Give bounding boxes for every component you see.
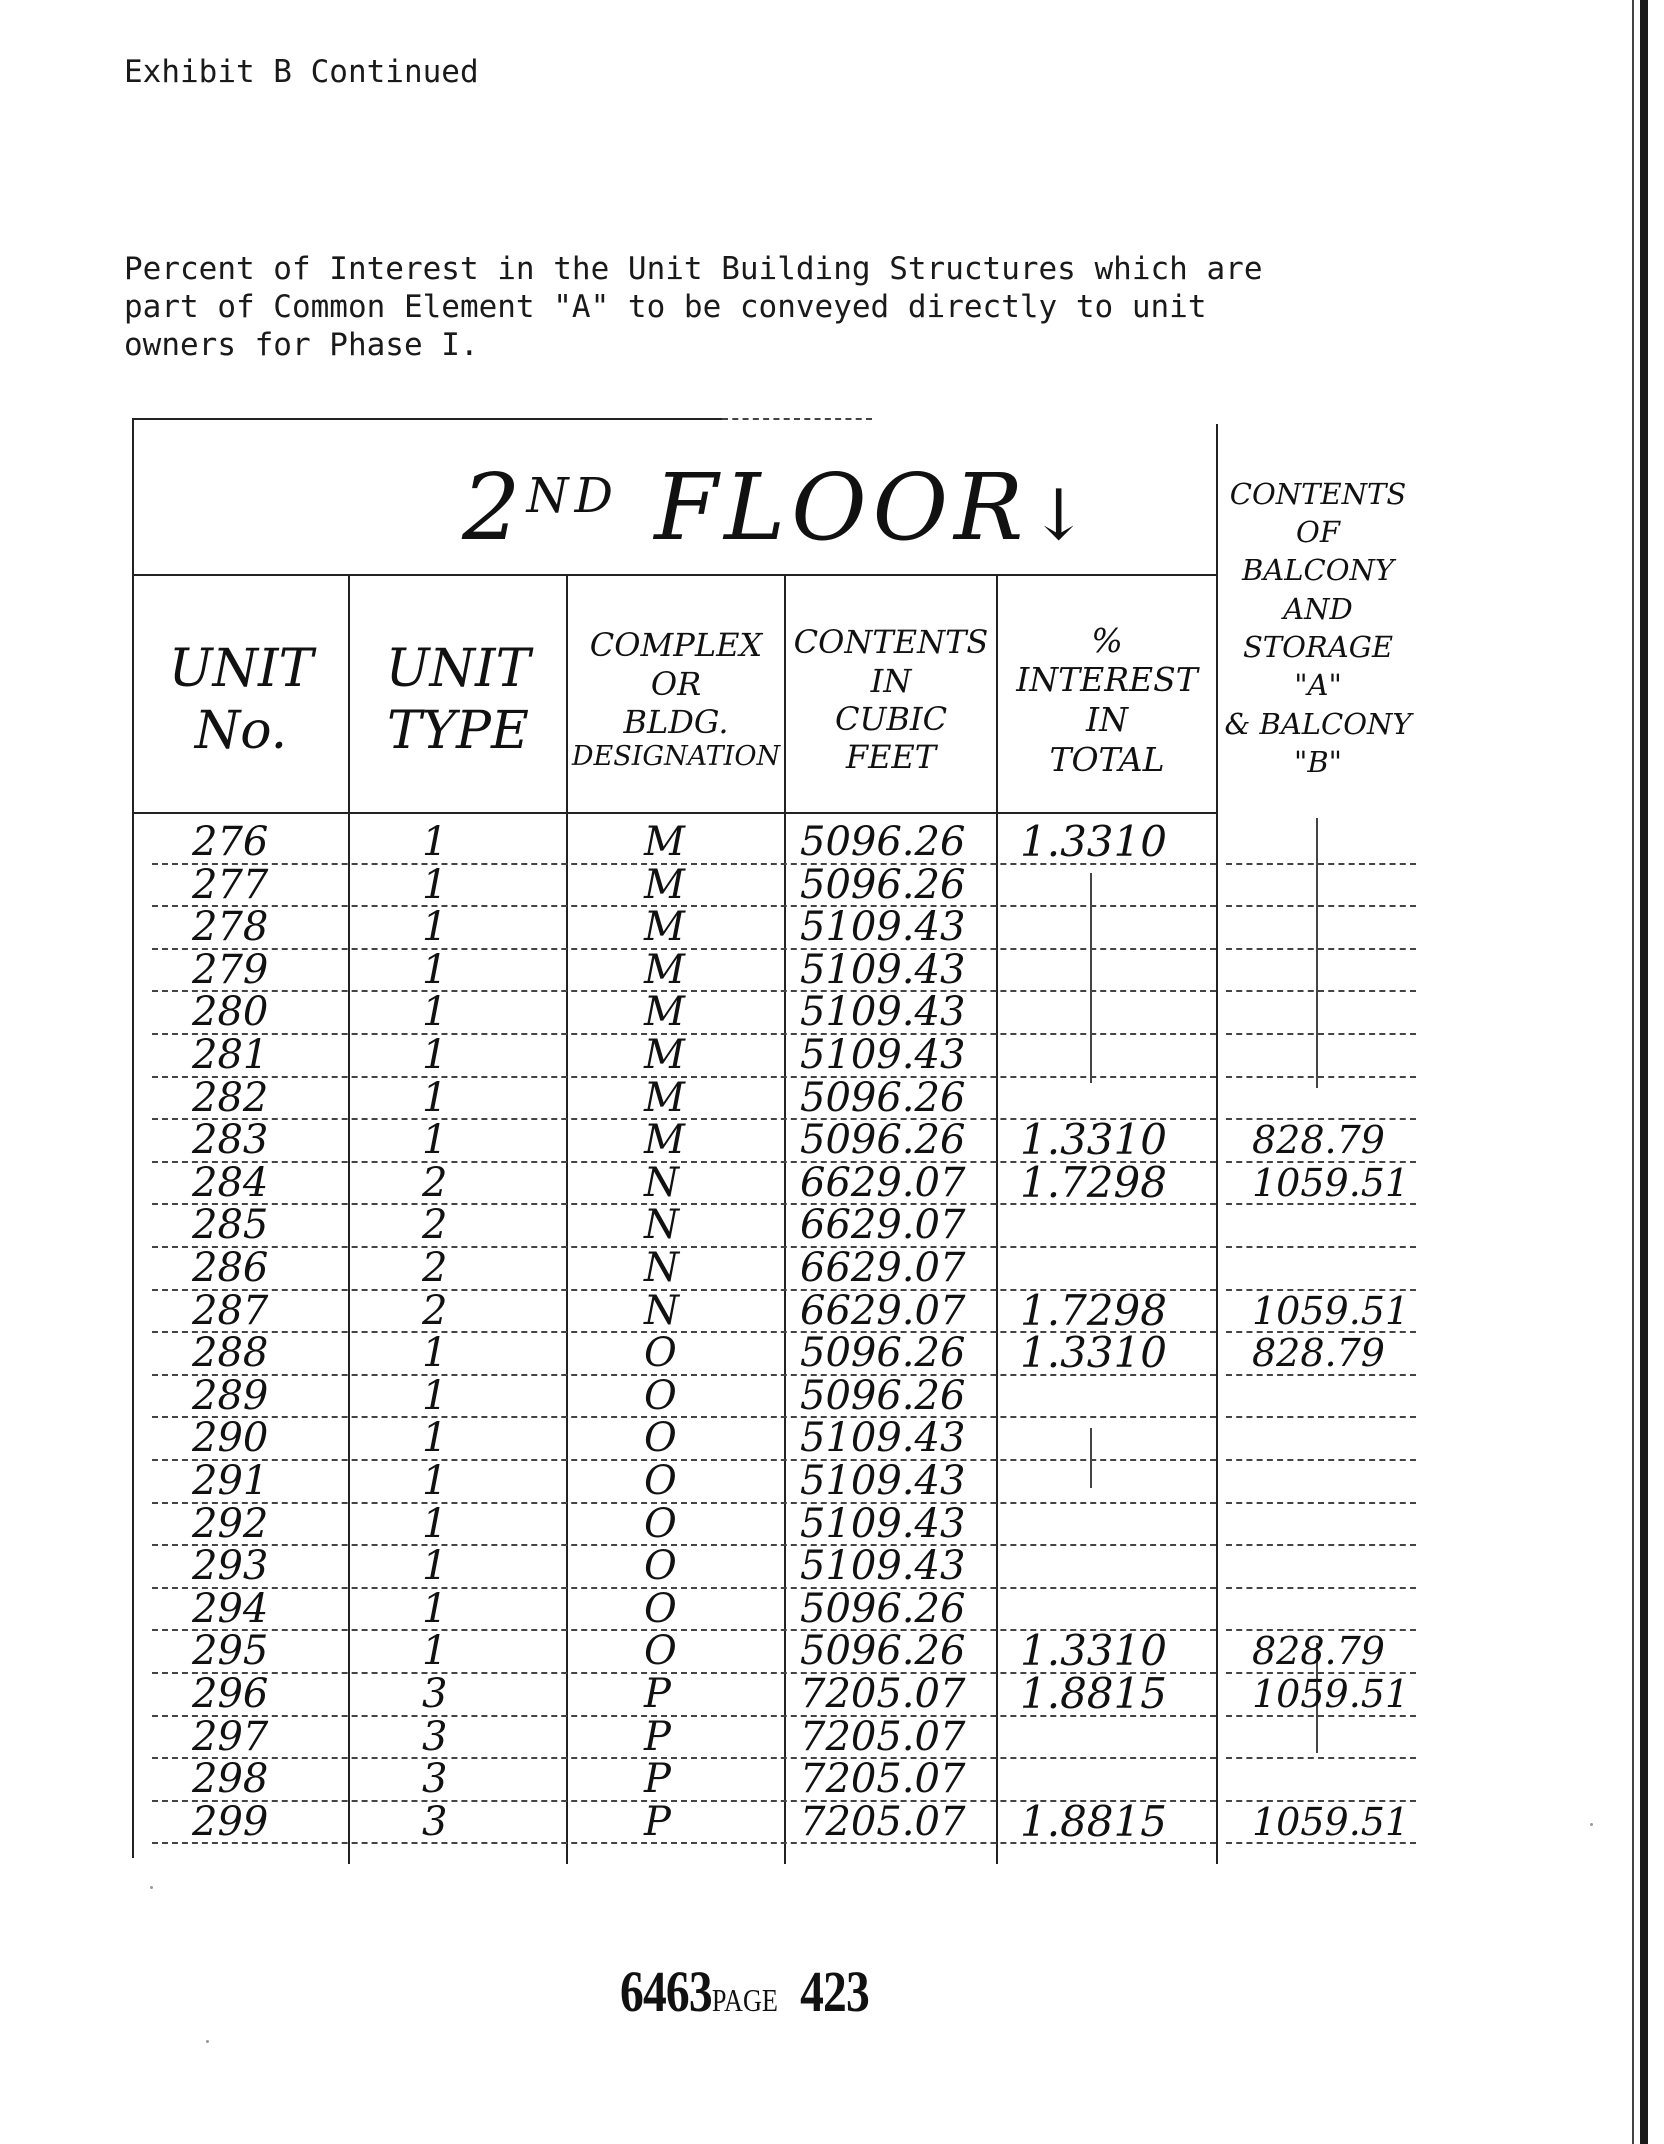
cubic-feet: 7205.07 <box>800 1713 966 1760</box>
unit-number: 278 <box>192 904 269 951</box>
bldg-designation: O <box>644 1500 677 1547</box>
row-underline <box>1226 1757 1416 1759</box>
scan-edge-border <box>1640 0 1648 2144</box>
cubic-feet: 5096.26 <box>800 1585 966 1632</box>
unit-type: 1 <box>422 904 448 951</box>
table-top-border-dashed <box>722 418 872 420</box>
row-underline <box>1226 1374 1416 1376</box>
row-underline <box>1226 1544 1416 1546</box>
row-underline <box>152 1715 1216 1717</box>
bldg-designation: M <box>644 904 685 951</box>
row-underline <box>152 1374 1216 1376</box>
pct-interest: 1.8815 <box>1020 1669 1167 1718</box>
unit-number: 292 <box>192 1500 269 1547</box>
unit-type: 1 <box>422 946 448 993</box>
row-underline <box>152 1544 1216 1546</box>
bldg-designation: M <box>644 1032 685 1078</box>
bldg-designation: P <box>644 1798 671 1845</box>
header-balcony: CONTENTS OF BALCONY AND STORAGE "A" & BALCONY "B" <box>1224 476 1412 779</box>
balcony-contents: 1059.51 <box>1252 1672 1410 1716</box>
row-underline <box>1226 863 1416 865</box>
row-underline <box>152 1842 1216 1844</box>
header-unit-type: UNIT TYPE <box>385 638 531 761</box>
unit-number: 299 <box>192 1798 269 1845</box>
unit-number: 277 <box>192 861 269 908</box>
unit-number: 295 <box>192 1628 269 1675</box>
header-cubic-feet: CONTENTS IN CUBIC FEET <box>793 623 989 777</box>
bldg-designation: N <box>644 1159 679 1206</box>
unit-number: 297 <box>192 1713 269 1760</box>
intro-line: Percent of Interest in the Unit Building Structures which are <box>124 251 1263 287</box>
unit-type: 2 <box>422 1245 448 1291</box>
intro-line: owners for Phase I. <box>124 327 479 363</box>
bldg-designation: M <box>644 1117 685 1164</box>
bldg-designation: N <box>644 1287 679 1334</box>
header-bottom-border <box>132 812 1216 814</box>
cubic-feet: 5109.43 <box>800 989 966 1036</box>
ditto-line <box>1090 1428 1092 1488</box>
unit-type: 1 <box>422 1415 448 1462</box>
cubic-feet: 5096.26 <box>800 1074 966 1121</box>
cubic-feet: 5109.43 <box>800 1500 966 1547</box>
unit-number: 290 <box>192 1415 269 1462</box>
unit-number: 289 <box>192 1372 269 1419</box>
unit-type: 3 <box>422 1798 448 1845</box>
cubic-feet: 7205.07 <box>800 1798 966 1845</box>
cubic-feet: 5096.26 <box>800 1330 966 1377</box>
bldg-designation: M <box>644 819 685 865</box>
row-underline <box>1226 1033 1416 1035</box>
unit-number: 282 <box>192 1074 269 1121</box>
cubic-feet: 6629.07 <box>800 1245 966 1291</box>
cubic-feet: 5109.43 <box>800 1543 966 1590</box>
unit-number: 285 <box>192 1202 269 1249</box>
unit-number: 287 <box>192 1287 269 1334</box>
balcony-contents: 828.79 <box>1252 1331 1385 1376</box>
unit-type: 1 <box>422 1585 448 1632</box>
bldg-designation: P <box>644 1713 671 1760</box>
bldg-designation: O <box>644 1330 677 1377</box>
row-underline <box>1226 905 1416 907</box>
cubic-feet: 5096.26 <box>800 1372 966 1419</box>
bldg-designation: O <box>644 1458 677 1504</box>
row-underline <box>1226 990 1416 992</box>
table-top-border <box>132 418 722 420</box>
cubic-feet: 5096.26 <box>800 1117 966 1164</box>
pct-interest: 1.7298 <box>1020 1157 1167 1207</box>
header-unit-no: UNIT No. <box>168 638 314 761</box>
unit-type: 1 <box>422 1628 448 1675</box>
scan-edge-line <box>1632 0 1634 2144</box>
unit-type: 3 <box>422 1671 448 1717</box>
unit-number: 296 <box>192 1671 269 1717</box>
cubic-feet: 5096.26 <box>800 819 966 865</box>
unit-number: 291 <box>192 1458 269 1504</box>
cubic-feet: 5109.43 <box>800 904 966 951</box>
unit-number: 286 <box>192 1245 269 1291</box>
header-pct-interest: % INTEREST IN TOTAL <box>1016 620 1198 779</box>
unit-type: 1 <box>422 1543 448 1590</box>
scan-speck <box>206 2040 209 2043</box>
cubic-feet: 7205.07 <box>800 1671 966 1717</box>
row-underline <box>152 1587 1216 1589</box>
floor-title: 2ND FLOOR↓ <box>462 454 1094 561</box>
unit-number: 279 <box>192 946 269 993</box>
unit-type: 2 <box>422 1159 448 1206</box>
pct-interest: 1.7298 <box>1020 1285 1167 1335</box>
row-underline <box>1226 1076 1416 1078</box>
unit-type: 1 <box>422 1032 448 1078</box>
cubic-feet: 5096.26 <box>800 1628 966 1675</box>
pct-interest: 1.8815 <box>1020 1796 1167 1846</box>
balcony-contents: 1059.51 <box>1252 1799 1410 1844</box>
exhibit-header: Exhibit B Continued <box>124 54 479 90</box>
cubic-feet: 6629.07 <box>800 1287 966 1334</box>
cubic-feet: 6629.07 <box>800 1159 966 1206</box>
unit-number: 294 <box>192 1585 269 1632</box>
row-underline <box>152 1502 1216 1504</box>
scan-speck <box>150 1886 153 1889</box>
balcony-contents: 1059.51 <box>1252 1288 1410 1333</box>
bldg-designation: O <box>644 1628 677 1675</box>
unit-number: 283 <box>192 1117 269 1164</box>
unit-type: 1 <box>422 1330 448 1377</box>
unit-type: 2 <box>422 1287 448 1334</box>
row-underline <box>152 1203 1216 1205</box>
unit-number: 281 <box>192 1032 269 1078</box>
pct-interest: 1.3310 <box>1020 1328 1167 1378</box>
row-underline <box>1226 948 1416 950</box>
unit-type: 1 <box>422 1500 448 1547</box>
row-underline <box>1226 1715 1416 1717</box>
bldg-designation: O <box>644 1585 677 1632</box>
unit-number: 280 <box>192 989 269 1036</box>
row-underline <box>1226 1416 1416 1418</box>
cubic-feet: 7205.07 <box>800 1756 966 1803</box>
ditto-line <box>1316 818 1318 1088</box>
cubic-feet: 5096.26 <box>800 861 966 908</box>
balcony-contents: 1059.51 <box>1252 1160 1410 1205</box>
unit-type: 3 <box>422 1713 448 1760</box>
unit-number: 293 <box>192 1543 269 1590</box>
balcony-contents: 828.79 <box>1252 1629 1385 1674</box>
bldg-designation: O <box>644 1543 677 1590</box>
row-underline <box>1226 1203 1416 1205</box>
pct-interest: 1.3310 <box>1020 1115 1167 1165</box>
interest-table <box>132 418 1432 1864</box>
bldg-designation: O <box>644 1415 677 1462</box>
scan-speck <box>1590 1823 1593 1826</box>
book-page-stamp: 6463PAGE 423 <box>620 1959 869 2024</box>
cubic-feet: 5109.43 <box>800 1032 966 1078</box>
intro-line: part of Common Element "A" to be conveyed directly to unit <box>124 289 1207 325</box>
row-underline <box>1226 1459 1416 1461</box>
bldg-designation: M <box>644 1074 685 1121</box>
row-underline <box>152 1459 1216 1461</box>
row-underline <box>152 1757 1216 1759</box>
pct-interest: 1.3310 <box>1020 1626 1167 1676</box>
bldg-designation: N <box>644 1245 679 1291</box>
title-separator <box>132 574 1216 576</box>
cubic-feet: 5109.43 <box>800 1458 966 1504</box>
header-bldg-designation: COMPLEX OR BLDG. DESIGNATION <box>571 626 781 773</box>
unit-type: 1 <box>422 1117 448 1164</box>
row-underline <box>1226 1587 1416 1589</box>
row-underline <box>152 1246 1216 1248</box>
bldg-designation: M <box>644 946 685 993</box>
balcony-contents: 828.79 <box>1252 1118 1385 1163</box>
row-underline <box>152 1416 1216 1418</box>
pct-interest: 1.3310 <box>1020 817 1167 866</box>
unit-type: 1 <box>422 861 448 908</box>
bldg-designation: M <box>644 861 685 908</box>
unit-number: 298 <box>192 1756 269 1803</box>
unit-number: 276 <box>192 819 269 865</box>
bldg-designation: P <box>644 1671 671 1717</box>
unit-type: 3 <box>422 1756 448 1803</box>
bldg-designation: O <box>644 1372 677 1419</box>
unit-type: 1 <box>422 1372 448 1419</box>
unit-type: 1 <box>422 1458 448 1504</box>
unit-type: 1 <box>422 819 448 865</box>
cubic-feet: 5109.43 <box>800 1415 966 1462</box>
row-underline <box>1226 1246 1416 1248</box>
unit-number: 288 <box>192 1330 269 1377</box>
unit-type: 2 <box>422 1202 448 1249</box>
bldg-designation: M <box>644 989 685 1036</box>
row-underline <box>1226 1502 1416 1504</box>
unit-type: 1 <box>422 1074 448 1121</box>
row-underline <box>1226 1842 1416 1844</box>
cubic-feet: 6629.07 <box>800 1202 966 1249</box>
unit-type: 1 <box>422 989 448 1036</box>
unit-number: 284 <box>192 1159 269 1206</box>
intro-paragraph <box>124 250 1324 364</box>
bldg-designation: N <box>644 1202 679 1249</box>
bldg-designation: P <box>644 1756 671 1803</box>
cubic-feet: 5109.43 <box>800 946 966 993</box>
